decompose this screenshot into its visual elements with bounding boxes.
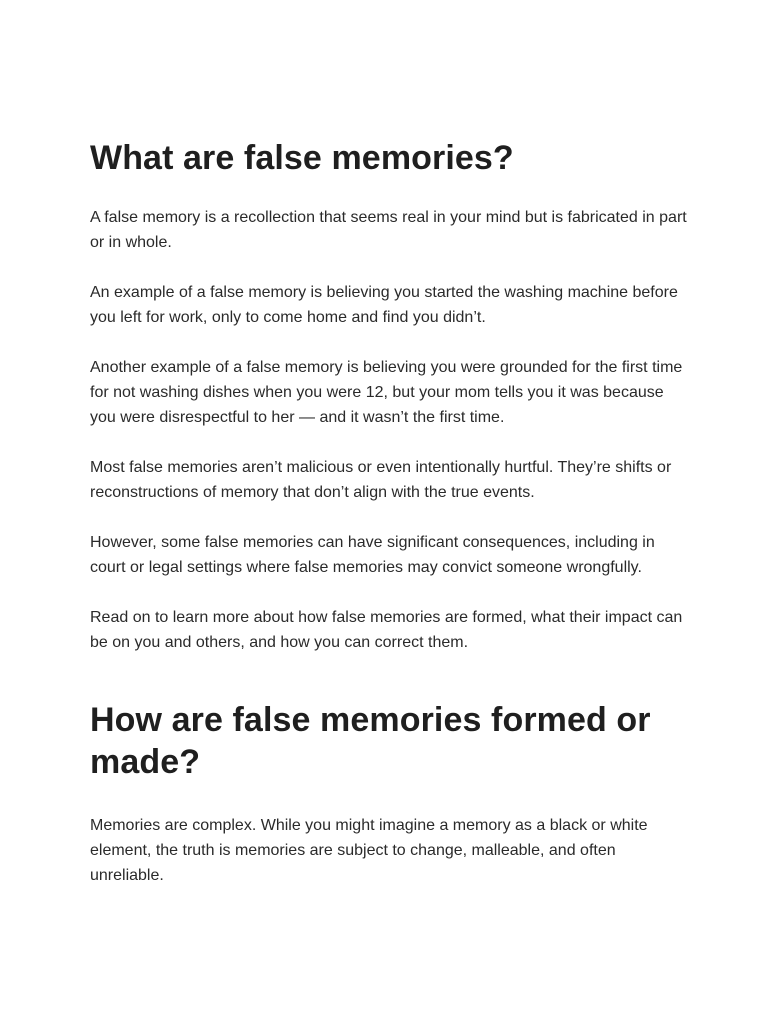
paragraph: Memories are complex. While you might imagine a memory as a black or white element, the truth is memories are subject to change, malleable, and often unreliable. bbox=[90, 817, 648, 884]
paragraph: Another example of a false memory is believing you were grounded for the first time for not washing dishes when you were 12, but your mom tells you it was because you were disrespectful to her — and it wasn’t the first time. bbox=[90, 359, 683, 426]
article bbox=[90, 0, 690, 888]
section-heading: What are false memories? bbox=[90, 139, 514, 177]
paragraph: An example of a false memory is believing you started the washing machine before you left for work, only to come home and find you didn’t. bbox=[90, 284, 678, 326]
paragraph: However, some false memories can have significant consequences, including in court or legal settings where false memories may convict someone wrongfully. bbox=[90, 534, 655, 576]
paragraph: Most false memories aren’t malicious or even intentionally hurtful. They’re shifts or reconstructions of memory that don’t align with the true events. bbox=[90, 459, 672, 501]
section-heading: How are false memories formed or made? bbox=[90, 701, 651, 781]
paragraph: A false memory is a recollection that seems real in your mind but is fabricated in part or in whole. bbox=[90, 209, 687, 251]
paragraph: Read on to learn more about how false memories are formed, what their impact can be on you and others, and how you can correct them. bbox=[90, 609, 683, 651]
